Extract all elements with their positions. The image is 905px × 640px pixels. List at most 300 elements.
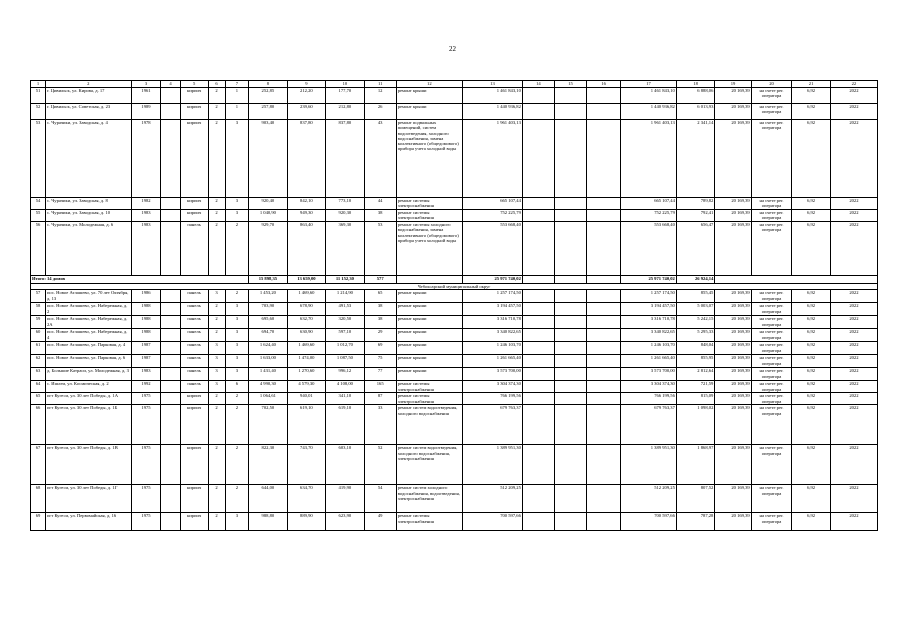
residents-cell: 53 xyxy=(364,222,396,276)
deadline-year-cell: 2022 xyxy=(830,355,877,368)
wall-material-cell: панель xyxy=(180,355,208,368)
table-row xyxy=(31,342,878,355)
floors-cell: 2 xyxy=(208,120,225,198)
column-number: 8 xyxy=(249,81,288,88)
empty-cell xyxy=(587,316,621,329)
empty-cell xyxy=(554,276,586,284)
cost-cell: 1 246 103,70 xyxy=(463,342,523,355)
fund-cost-cell: 3 340 822,65 xyxy=(621,329,677,342)
living-area-cell: 743,70 xyxy=(287,445,326,485)
total-area-cell: 822,30 xyxy=(249,445,288,485)
empty-cell xyxy=(522,342,554,355)
wall-material-cell: кирпич xyxy=(180,513,208,531)
row-number: 60 xyxy=(31,329,46,342)
cost-cell: 1 261 665,40 xyxy=(463,355,523,368)
total-area-cell: 920,40 xyxy=(249,198,288,210)
floors-cell: 3 xyxy=(208,381,225,393)
unit-cost-cell: 815,09 xyxy=(676,393,715,405)
empty-cell xyxy=(161,355,180,368)
total-area-cell: 694,70 xyxy=(249,329,288,342)
row-number: 63 xyxy=(31,368,46,381)
empty-cell xyxy=(522,485,554,513)
residents-cell: 52 xyxy=(364,445,396,485)
cost-cell: 553 668,40 xyxy=(463,222,523,276)
empty-cell xyxy=(522,316,554,329)
column-number: 9 xyxy=(287,81,326,88)
work-type-cell: ремонт крыши xyxy=(396,355,462,368)
empty-cell xyxy=(522,290,554,303)
tariff-cell: 6,92 xyxy=(792,445,831,485)
empty-cell xyxy=(554,368,586,381)
empty-cell xyxy=(161,329,180,342)
empty-cell xyxy=(587,381,621,393)
work-type-cell: ремонт системы электроснабжения xyxy=(396,210,462,222)
empty-cell xyxy=(554,316,586,329)
living-area-cell: 678,90 xyxy=(287,303,326,316)
residential-area-cell: 1 087,50 xyxy=(326,355,365,368)
unit-cost-cell: 792,41 xyxy=(676,210,715,222)
empty-cell xyxy=(587,303,621,316)
living-area-cell: 239,60 xyxy=(287,104,326,120)
total-residents: 577 xyxy=(364,276,396,284)
wall-material-cell: кирпич xyxy=(180,104,208,120)
residential-area-cell: 4 108,00 xyxy=(326,381,365,393)
empty-cell xyxy=(554,405,586,445)
empty-cell xyxy=(161,485,180,513)
fund-method-cell: на счете рег. оператора xyxy=(751,104,792,120)
total-area-cell: 257,80 xyxy=(249,104,288,120)
limit-cost-cell: 20 169,39 xyxy=(715,120,751,198)
fund-cost-cell: 665 107,44 xyxy=(621,198,677,210)
unit-cost-cell: 6 888,06 xyxy=(676,88,715,104)
fund-cost-cell: 700 597,66 xyxy=(621,513,677,531)
wall-material-cell: панель xyxy=(180,222,208,276)
cost-cell: 679 763,37 xyxy=(463,405,523,445)
cost-cell: 1 257 174,50 xyxy=(463,290,523,303)
address-cell: с. Чурачики, ул. Заводская, д. 10 xyxy=(45,210,131,222)
residents-cell: 44 xyxy=(364,198,396,210)
living-area-cell: 1 474,00 xyxy=(287,355,326,368)
row-number: 57 xyxy=(31,290,46,303)
empty-cell xyxy=(554,222,586,276)
limit-cost-cell: 20 169,39 xyxy=(715,342,751,355)
unit-cost-cell: 721,59 xyxy=(676,381,715,393)
year-cell: 1983 xyxy=(131,210,161,222)
entrances-cell: 3 xyxy=(225,198,249,210)
floors-cell: 2 xyxy=(208,222,225,276)
limit-cost-cell: 20 169,39 xyxy=(715,88,751,104)
limit-cost-cell: 20 169,39 xyxy=(715,445,751,485)
year-cell: 1982 xyxy=(131,198,161,210)
tariff-cell: 6,92 xyxy=(792,329,831,342)
fund-method-cell: на счете рег. оператора xyxy=(751,316,792,329)
limit-cost-cell: 20 169,39 xyxy=(715,393,751,405)
wall-material-cell: кирпич xyxy=(180,210,208,222)
work-type-cell: ремонт крыши xyxy=(396,88,462,104)
floors-cell: 2 xyxy=(208,329,225,342)
floors-cell: 3 xyxy=(208,342,225,355)
table-row xyxy=(31,198,878,210)
limit-cost-cell: 20 169,39 xyxy=(715,368,751,381)
column-number: 10 xyxy=(326,81,365,88)
row-number: 68 xyxy=(31,485,46,513)
table-row xyxy=(31,368,878,381)
tariff-cell: 6,92 xyxy=(792,381,831,393)
column-number: 11 xyxy=(364,81,396,88)
year-cell: 1961 xyxy=(131,88,161,104)
work-type-cell: ремонт крыши xyxy=(396,290,462,303)
empty-cell xyxy=(522,513,554,531)
wall-material-cell: кирпич xyxy=(180,198,208,210)
work-type-cell: ремонт крыши xyxy=(396,303,462,316)
living-area-cell: 1 469,60 xyxy=(287,290,326,303)
residents-cell: 75 xyxy=(364,355,396,368)
fund-cost-cell: 3 316 710,78 xyxy=(621,316,677,329)
deadline-year-cell: 2022 xyxy=(830,329,877,342)
address-cell: г. Цивильск, ул. Кирова, д. 17 xyxy=(45,88,131,104)
deadline-year-cell: 2022 xyxy=(830,485,877,513)
year-cell: 1988 xyxy=(131,329,161,342)
deadline-year-cell: 2022 xyxy=(830,303,877,316)
fund-method-cell: на счете рег. оператора xyxy=(751,342,792,355)
fund-cost-cell: 3 304 374,30 xyxy=(621,381,677,393)
tariff-cell: 6,92 xyxy=(792,198,831,210)
table-row xyxy=(31,210,878,222)
tariff-cell: 6,92 xyxy=(792,88,831,104)
total-residential-area: 11 152,30 xyxy=(326,276,365,284)
fund-method-cell: на счете рег. оператора xyxy=(751,513,792,531)
fund-cost-cell: 3 573 700,00 xyxy=(621,368,677,381)
year-cell: 1983 xyxy=(131,368,161,381)
living-area-cell: 619,10 xyxy=(287,405,326,445)
empty-cell xyxy=(161,88,180,104)
address-cell: пгт Кугеси, ул. 30 лет Победы, д. 1Г xyxy=(45,485,131,513)
table-row xyxy=(31,303,878,316)
deadline-year-cell: 2022 xyxy=(830,210,877,222)
wall-material-cell: панель xyxy=(180,303,208,316)
living-area-cell: 940,01 xyxy=(287,393,326,405)
total-area-cell: 252,85 xyxy=(249,88,288,104)
table-row xyxy=(31,222,878,276)
column-number: 3 xyxy=(131,81,161,88)
total-area-cell: 4 990,30 xyxy=(249,381,288,393)
floors-cell: 2 xyxy=(208,485,225,513)
empty-cell xyxy=(522,104,554,120)
empty-cell xyxy=(522,381,554,393)
row-number: 65 xyxy=(31,393,46,405)
residents-cell: 12 xyxy=(364,88,396,104)
living-area-cell: 634,70 xyxy=(287,485,326,513)
empty-cell xyxy=(522,198,554,210)
fund-method-cell: на счете рег. оператора xyxy=(751,393,792,405)
residential-area-cell: 597,10 xyxy=(326,329,365,342)
deadline-year-cell: 2022 xyxy=(830,368,877,381)
empty-cell xyxy=(587,210,621,222)
fund-method-cell: на счете рег. оператора xyxy=(751,210,792,222)
residential-area-cell: 341,10 xyxy=(326,393,365,405)
limit-cost-cell: 20 169,39 xyxy=(715,329,751,342)
residential-area-cell: 320,50 xyxy=(326,316,365,329)
total-area-cell: 1 064,61 xyxy=(249,393,288,405)
residents-cell: 29 xyxy=(364,329,396,342)
total-row xyxy=(31,276,878,284)
tariff-cell: 6,92 xyxy=(792,316,831,329)
limit-cost-cell: 20 169,39 xyxy=(715,104,751,120)
floors-cell: 3 xyxy=(208,355,225,368)
unit-cost-cell: 2 812,64 xyxy=(676,368,715,381)
page-number: 22 xyxy=(449,45,456,53)
unit-cost-cell: 2 341,14 xyxy=(676,120,715,198)
entrances-cell: 2 xyxy=(225,485,249,513)
empty-cell xyxy=(522,355,554,368)
residents-cell: 33 xyxy=(364,405,396,445)
empty-cell xyxy=(161,120,180,198)
tariff-cell: 6,92 xyxy=(792,513,831,531)
cost-cell: 1 389 951,30 xyxy=(463,445,523,485)
entrances-cell: 2 xyxy=(225,393,249,405)
total-area-cell: 1 633,00 xyxy=(249,355,288,368)
limit-cost-cell: 20 169,39 xyxy=(715,405,751,445)
entrances-cell: 2 xyxy=(225,405,249,445)
tariff-cell: 6,92 xyxy=(792,303,831,316)
residential-area-cell: 1 012,70 xyxy=(326,342,365,355)
work-type-cell: ремонт крыши xyxy=(396,104,462,120)
wall-material-cell: кирпич xyxy=(180,405,208,445)
residential-area-cell: 996,12 xyxy=(326,368,365,381)
residents-cell: 43 xyxy=(364,120,396,198)
column-number: 19 xyxy=(715,81,751,88)
address-cell: пгт Кугеси, ул. 30 лет Победы, д. 1А xyxy=(45,393,131,405)
table-row xyxy=(31,381,878,393)
residents-cell: 87 xyxy=(364,393,396,405)
total-area-cell: 644,00 xyxy=(249,485,288,513)
work-type-cell: ремонт подвальных помещений, систем водоотведения, холодного водоснабжения, замена коллективного (общедомового) прибора учета холодной воды xyxy=(396,120,462,198)
address-cell: с. Чурачики, ул. Заводская, д. 4 xyxy=(45,120,131,198)
column-number: 21 xyxy=(792,81,831,88)
limit-cost-cell: 20 169,39 xyxy=(715,381,751,393)
empty-cell xyxy=(554,88,586,104)
residents-cell: 49 xyxy=(364,513,396,531)
empty-cell xyxy=(554,355,586,368)
residential-area-cell: 603,10 xyxy=(326,445,365,485)
total-area-cell: 903,40 xyxy=(249,120,288,198)
cost-cell: 3 316 710,78 xyxy=(463,316,523,329)
residents-cell: 38 xyxy=(364,316,396,329)
address-cell: с. Чурачики, ул. Заводская, д. 8 xyxy=(45,198,131,210)
empty-cell xyxy=(554,120,586,198)
work-type-cell: ремонт крыши xyxy=(396,316,462,329)
column-number: 5 xyxy=(180,81,208,88)
empty-cell xyxy=(587,120,621,198)
empty-cell xyxy=(161,342,180,355)
row-number: 56 xyxy=(31,222,46,276)
fund-method-cell: на счете рег. оператора xyxy=(751,445,792,485)
limit-cost-cell: 20 169,39 xyxy=(715,222,751,276)
empty-cell xyxy=(161,290,180,303)
work-type-cell: ремонт системы электроснабжения xyxy=(396,198,462,210)
row-number: 64 xyxy=(31,381,46,393)
entrances-cell: 3 xyxy=(225,368,249,381)
empty-cell xyxy=(587,355,621,368)
address-cell: г. Цивильск, ул. Советская, д. 23 xyxy=(45,104,131,120)
work-type-cell: ремонт крыши xyxy=(396,329,462,342)
address-cell: пос. Новое Атлашево, ул. Набережная, д. 2А xyxy=(45,316,131,329)
living-area-cell: 863,40 xyxy=(287,222,326,276)
column-number: 20 xyxy=(751,81,792,88)
unit-cost-cell: 5 242,15 xyxy=(676,316,715,329)
wall-material-cell: кирпич xyxy=(180,445,208,485)
empty-cell xyxy=(587,329,621,342)
empty-cell xyxy=(161,222,180,276)
wall-material-cell: панель xyxy=(180,342,208,355)
empty-cell xyxy=(161,104,180,120)
table-row xyxy=(31,104,878,120)
empty-cell xyxy=(587,393,621,405)
fund-cost-cell: 3 194 457,50 xyxy=(621,303,677,316)
table-row xyxy=(31,393,878,405)
residents-cell: 77 xyxy=(364,368,396,381)
empty-cell xyxy=(587,445,621,485)
deadline-year-cell: 2022 xyxy=(830,342,877,355)
fund-method-cell: на счете рег. оператора xyxy=(751,368,792,381)
residents-cell: 38 xyxy=(364,303,396,316)
entrances-cell: 1 xyxy=(225,88,249,104)
residential-area-cell: 623,90 xyxy=(326,513,365,531)
fund-method-cell: на счете рег. оператора xyxy=(751,355,792,368)
residential-area-cell: 419,90 xyxy=(326,485,365,513)
entrances-cell: 3 xyxy=(225,329,249,342)
wall-material-cell: кирпич xyxy=(180,485,208,513)
fund-method-cell: на счете рег. оператора xyxy=(751,381,792,393)
address-cell: пос. Новое Атлашево, ул. Парковая, д. 6 xyxy=(45,355,131,368)
fund-cost-cell: 679 763,37 xyxy=(621,405,677,445)
empty-cell xyxy=(396,276,462,284)
table-row xyxy=(31,88,878,104)
column-number-row xyxy=(31,81,878,88)
empty-cell xyxy=(522,368,554,381)
empty-cell xyxy=(161,316,180,329)
residents-cell: 165 xyxy=(364,381,396,393)
empty-cell xyxy=(161,405,180,445)
wall-material-cell: панель xyxy=(180,316,208,329)
entrances-cell: 6 xyxy=(225,381,249,393)
address-cell: пгт Кугеси, ул. 30 лет Победы, д. 1Б xyxy=(45,405,131,445)
wall-material-cell: кирпич xyxy=(180,393,208,405)
living-area-cell: 842,10 xyxy=(287,198,326,210)
fund-method-cell: на счете рег. оператора xyxy=(751,329,792,342)
column-number: 7 xyxy=(225,81,249,88)
living-area-cell: 889,90 xyxy=(287,513,326,531)
fund-method-cell: на счете рег. оператора xyxy=(751,303,792,316)
year-cell: 1975 xyxy=(131,405,161,445)
table-row xyxy=(31,290,878,303)
deadline-year-cell: 2022 xyxy=(830,120,877,198)
floors-cell: 2 xyxy=(208,303,225,316)
limit-cost-cell: 20 169,39 xyxy=(715,355,751,368)
tariff-cell: 6,92 xyxy=(792,368,831,381)
tariff-cell: 6,92 xyxy=(792,104,831,120)
empty-cell xyxy=(161,210,180,222)
empty-cell xyxy=(587,198,621,210)
fund-cost-cell: 766 199,56 xyxy=(621,393,677,405)
work-type-cell: ремонт крыши xyxy=(396,368,462,381)
year-cell: 1975 xyxy=(131,445,161,485)
address-cell: д. Большие Катраси, ул. Молодежная, д. 3 xyxy=(45,368,131,381)
empty-cell xyxy=(587,104,621,120)
cost-cell: 766 199,56 xyxy=(463,393,523,405)
address-cell: пгт Кугеси, ул. Первомайская, д. 16 xyxy=(45,513,131,531)
total-living-area: 13 659,00 xyxy=(287,276,326,284)
empty-cell xyxy=(554,290,586,303)
cost-cell: 3 573 700,00 xyxy=(463,368,523,381)
entrances-cell: 2 xyxy=(225,290,249,303)
empty-cell xyxy=(161,393,180,405)
row-number: 67 xyxy=(31,445,46,485)
entrances-cell: 2 xyxy=(225,445,249,485)
table-row xyxy=(31,485,878,513)
tariff-cell: 6,92 xyxy=(792,355,831,368)
floors-cell: 3 xyxy=(208,368,225,381)
limit-cost-cell: 20 169,39 xyxy=(715,290,751,303)
empty-cell xyxy=(587,88,621,104)
cost-cell: 1 461 843,10 xyxy=(463,88,523,104)
row-number: 52 xyxy=(31,104,46,120)
unit-cost-cell: 848,04 xyxy=(676,342,715,355)
row-number: 55 xyxy=(31,210,46,222)
tariff-cell: 6,92 xyxy=(792,393,831,405)
total-area-cell: 703,90 xyxy=(249,303,288,316)
total-area-cell: 1 453,20 xyxy=(249,290,288,303)
unit-cost-cell: 855,45 xyxy=(676,290,715,303)
empty-cell xyxy=(161,368,180,381)
unit-cost-cell: 855,95 xyxy=(676,355,715,368)
empty-cell xyxy=(587,222,621,276)
total-cost: 25 971 740,02 xyxy=(463,276,523,284)
entrances-cell: 3 xyxy=(225,303,249,316)
total-area-cell: 929,70 xyxy=(249,222,288,276)
entrances-cell: 3 xyxy=(225,120,249,198)
empty-cell xyxy=(587,485,621,513)
work-type-cell: ремонт систем холодного водоснабжения, водоотведения, электроснабжения xyxy=(396,485,462,513)
table-row xyxy=(31,513,878,531)
row-number: 58 xyxy=(31,303,46,316)
year-cell: 1978 xyxy=(131,120,161,198)
residents-cell: 54 xyxy=(364,485,396,513)
living-area-cell: 4 579,30 xyxy=(287,381,326,393)
address-cell: пос. Новое Атлашево, ул. 70 лет Октября, д. 13 xyxy=(45,290,131,303)
work-type-cell: ремонт системы электроснабжения xyxy=(396,381,462,393)
unit-cost-cell: 789,82 xyxy=(676,198,715,210)
deadline-year-cell: 2022 xyxy=(830,513,877,531)
deadline-year-cell: 2022 xyxy=(830,316,877,329)
row-number: 61 xyxy=(31,342,46,355)
fund-cost-cell: 1 261 665,40 xyxy=(621,355,677,368)
empty-cell xyxy=(554,198,586,210)
tariff-cell: 6,92 xyxy=(792,290,831,303)
residential-area-cell: 773,10 xyxy=(326,198,365,210)
total-area-cell: 1 431,40 xyxy=(249,368,288,381)
empty-cell xyxy=(554,342,586,355)
fund-cost-cell: 553 668,40 xyxy=(621,222,677,276)
deadline-year-cell: 2022 xyxy=(830,290,877,303)
tariff-cell: 6,92 xyxy=(792,405,831,445)
floors-cell: 2 xyxy=(208,88,225,104)
cost-cell: 665 107,44 xyxy=(463,198,523,210)
address-cell: пос. Новое Атлашево, ул. Парковая, д. 4 xyxy=(45,342,131,355)
living-area-cell: 630,90 xyxy=(287,329,326,342)
deadline-year-cell: 2022 xyxy=(830,445,877,485)
empty-cell xyxy=(554,445,586,485)
